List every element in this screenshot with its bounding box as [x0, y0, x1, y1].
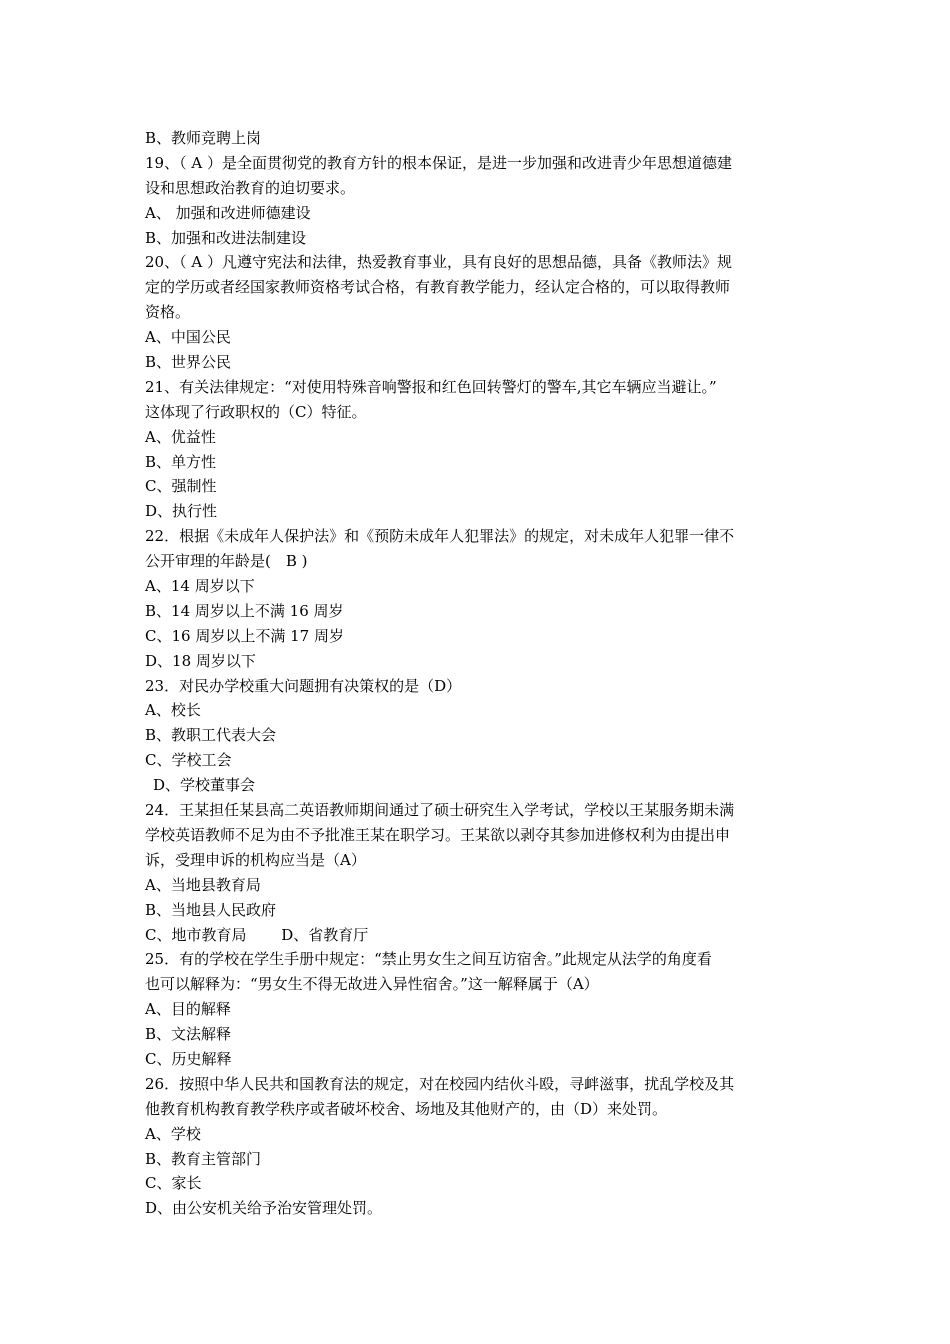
question-24-line-2: 学校英语教师不足为由不予批准王某在职学习。王某欲以剥夺其参加进修权利为由提出申: [145, 825, 731, 844]
option-line: A、中国公民: [145, 328, 231, 347]
question-20-line-3: 资格。: [145, 303, 191, 322]
question-19-line-2: 设和思想政治教育的迫切要求。: [145, 178, 356, 197]
question-25-line-2: 也可以解释为：“男女生不得无故进入异性宿舍。”这一解释属于（A）: [145, 975, 599, 994]
option-line: D、由公安机关给予治安管理处罚。: [145, 1199, 383, 1218]
option-line: B、文法解释: [145, 1025, 232, 1044]
question-20-line-1: 20、（ A ）凡遵守宪法和法律，热爱教育事业，具有良好的思想品德，具备《教师法》规: [145, 253, 732, 272]
question-26-line-1: 26．按照中华人民共和国教育法的规定，对在校园内结伙斗殴，寻衅滋事，扰乱学校及其: [145, 1074, 735, 1093]
question-25-line-1: 25．有的学校在学生手册中规定：“禁止男女生之间互访宿舍。”此规定从法学的角度看: [145, 950, 712, 969]
option-line: B、14 周岁以上不满 16 周岁: [145, 601, 344, 620]
option-line: A、校长: [145, 701, 201, 720]
question-23-line-1: 23．对民办学校重大问题拥有决策权的是（D）: [145, 676, 462, 695]
option-line: B、教职工代表大会: [145, 726, 277, 745]
option-line: D、18 周岁以下: [145, 651, 256, 670]
option-line: C、强制性: [145, 477, 217, 496]
text-line: B、教师竞聘上岗: [145, 129, 262, 147]
question-21-line-2: 这体现了行政职权的（C）特征。: [145, 402, 367, 421]
question-26-line-2: 他教育机构教育教学秩序或者破坏校舍、场地及其他财产的，由（D）来处罚。: [145, 1099, 668, 1118]
option-line: B、加强和改进法制建设: [145, 228, 307, 247]
option-line: A、学校: [145, 1124, 201, 1143]
option-line: C、学校工会: [145, 751, 232, 770]
option-line: A、14 周岁以下: [145, 577, 255, 596]
question-20-line-2: 定的学历或者经国家教师资格考试合格，有教育教学能力，经认定合格的，可以取得教师: [145, 278, 731, 297]
question-24-line-3: 诉，受理申诉的机构应当是（A）: [145, 850, 366, 869]
option-line: B、当地县人民政府: [145, 900, 277, 919]
option-line: A、优益性: [145, 427, 216, 446]
question-24-line-1: 24．王某担任某县高二英语教师期间通过了硕士研究生入学考试，学校以王某服务期未满: [145, 801, 735, 820]
option-line: C、地市教育局 D、省教育厅: [145, 925, 369, 944]
option-line: C、家长: [145, 1174, 202, 1193]
document-page: [145, 126, 810, 1221]
option-line: A、当地县教育局: [145, 875, 261, 894]
option-line: B、世界公民: [145, 353, 232, 372]
question-22-line-1: 22．根据《未成年人保护法》和《预防未成年人犯罪法》的规定，对未成年人犯罪一律不: [145, 527, 735, 546]
question-21-line-1: 21、有关法律规定：“对使用特殊音响警报和红色回转警灯的警车,其它车辆应当避让。”: [145, 377, 717, 396]
option-line: B、单方性: [145, 452, 217, 471]
question-19-line-1: 19、（ A ）是全面贯彻党的教育方针的根本保证，是进一步加强和改进青少年思想道德建: [145, 153, 732, 172]
option-line: B、教育主管部门: [145, 1149, 262, 1168]
option-line: A、目的解释: [145, 1000, 231, 1019]
option-line: D、学校董事会: [153, 776, 256, 795]
option-line: A、 加强和改进师德建设: [145, 203, 311, 222]
question-22-line-2: 公开审理的年龄是( B ): [145, 552, 308, 571]
option-line: C、历史解释: [145, 1049, 232, 1068]
option-line: C、16 周岁以上不满 17 周岁: [145, 626, 344, 645]
option-line: D、执行性: [145, 502, 218, 521]
